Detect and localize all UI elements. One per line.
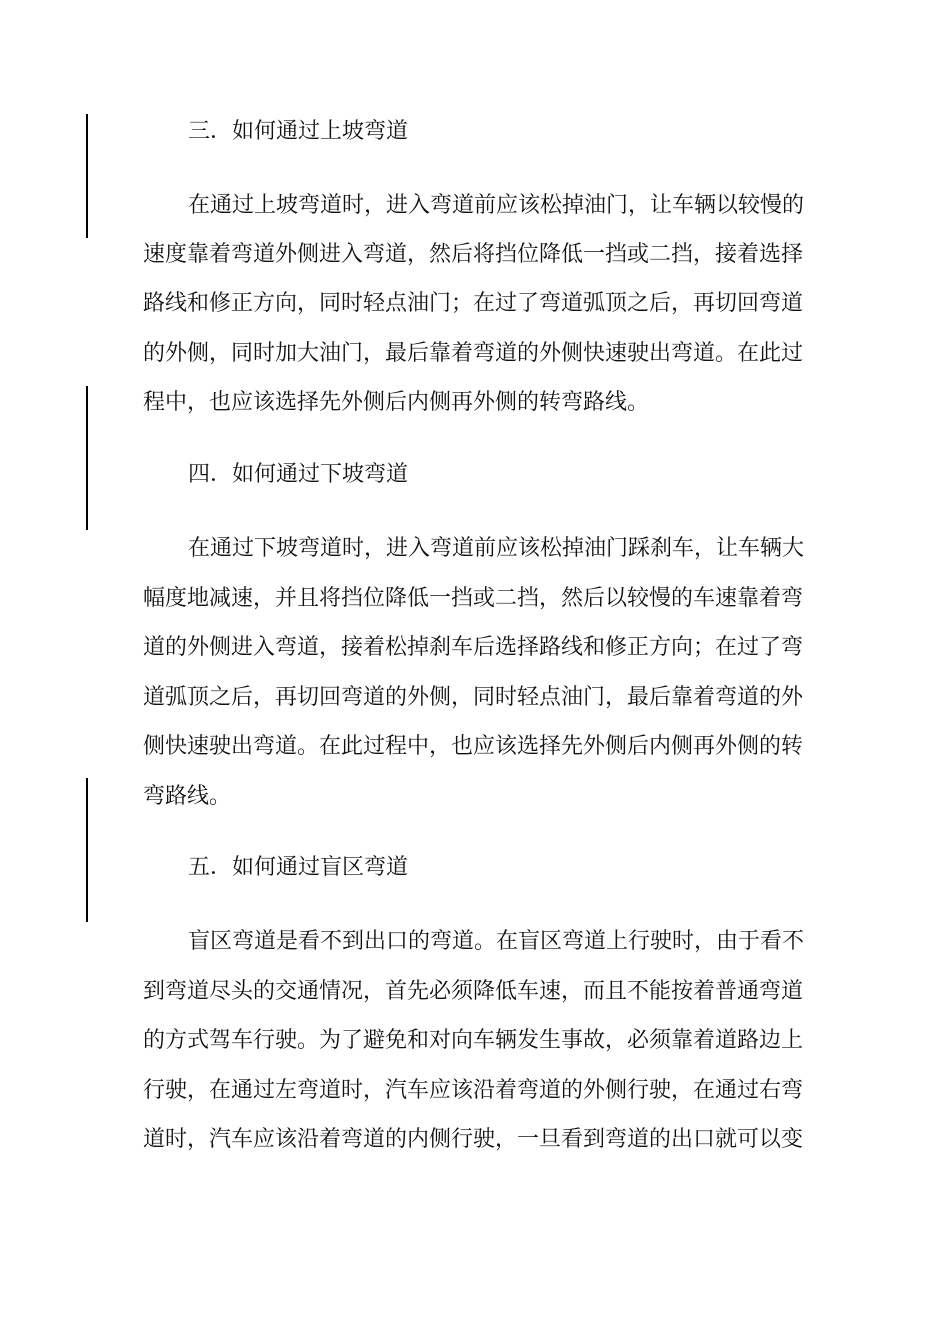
paragraph-line: 在通过下坡弯道时，进入弯道前应该松掉油门踩刹车，让车辆大 (188, 536, 805, 561)
paragraph-line: 弯路线。 (143, 784, 232, 809)
margin-bar (86, 778, 88, 922)
paragraph-line: 的方式驾车行驶。为了避免和对向车辆发生事故，必须靠着道路边上 (143, 1028, 804, 1053)
paragraph-line: 道时，汽车应该沿着弯道的内侧行驶，一旦看到弯道的出口就可以变 (143, 1127, 804, 1152)
paragraph-line: 到弯道尽头的交通情况，首先必须降低车速，而且不能按着普通弯道 (143, 979, 804, 1004)
margin-bar (86, 386, 88, 530)
paragraph-line: 路线和修正方向，同时轻点油门；在过了弯道弧顶之后，再切回弯道 (143, 291, 804, 316)
section-heading: 三．如何通过上坡弯道 (188, 119, 409, 144)
paragraph-line: 道的外侧进入弯道，接着松掉刹车后选择路线和修正方向；在过了弯 (143, 635, 804, 660)
paragraph-line: 盲区弯道是看不到出口的弯道。在盲区弯道上行驶时，由于看不 (188, 929, 805, 954)
paragraph-line: 侧快速驶出弯道。在此过程中，也应该选择先外侧后内侧再外侧的转 (143, 734, 804, 759)
section-heading: 五．如何通过盲区弯道 (188, 855, 409, 880)
paragraph-line: 程中，也应该选择先外侧后内侧再外侧的转弯路线。 (143, 390, 650, 415)
paragraph-line: 在通过上坡弯道时，进入弯道前应该松掉油门，让车辆以较慢的 (188, 193, 805, 218)
paragraph-line: 行驶，在通过左弯道时，汽车应该沿着弯道的外侧行驶，在通过右弯 (143, 1078, 804, 1103)
paragraph-line: 的外侧，同时加大油门，最后靠着弯道的外侧快速驶出弯道。在此过 (143, 341, 804, 366)
paragraph-line: 速度靠着弯道外侧进入弯道，然后将挡位降低一挡或二挡，接着选择 (143, 242, 804, 267)
section-heading: 四．如何通过下坡弯道 (188, 462, 409, 487)
paragraph-line: 幅度地减速，并且将挡位降低一挡或二挡，然后以较慢的车速靠着弯 (143, 586, 804, 611)
paragraph-line: 道弧顶之后，再切回弯道的外侧，同时轻点油门，最后靠着弯道的外 (143, 685, 804, 710)
margin-bar (86, 114, 88, 238)
